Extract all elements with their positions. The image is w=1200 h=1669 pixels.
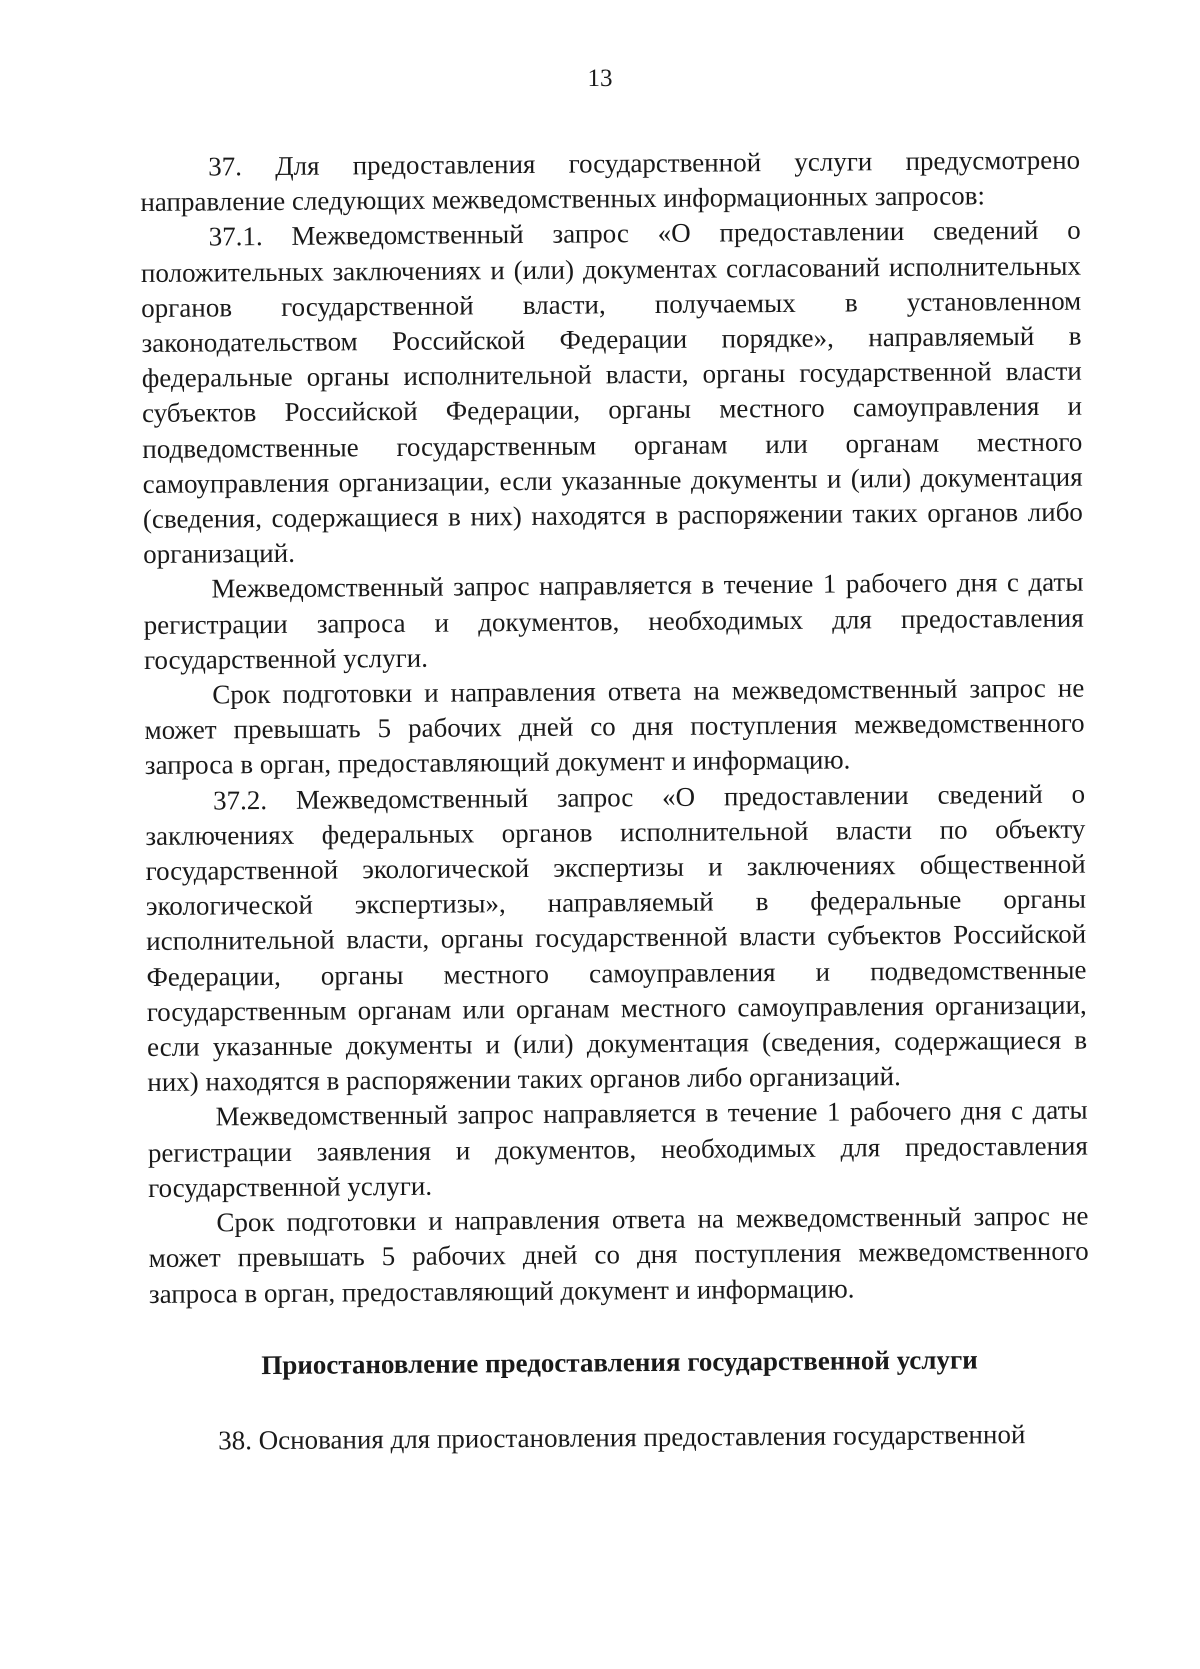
paragraph-37-1-deadline: Межведомственный запрос направляется в течение 1 рабочего дня с даты регистрации запроса и документов, необходимых для предоставления государственной услуги.	[143, 567, 1084, 675]
document-body	[140, 143, 1090, 1459]
paragraph-37-1: 37.1. Межведомственный запрос «О предоставлении сведений о положительных заключениях и (или) документах согласований исполнительных органов государственной власти, получаемых в установленном законодательством Российской Федерации порядке», направляемый в федеральные органы исполнительной власти, органы государственной власти субъектов Российской Федерации, органы местного самоуправления и подведомственные государственным органам или органам местного самоуправления организации, если указанные документы и (или) документация (сведения, содержащиеся в них) находятся в распоряжении таких органов либо организаций.	[140, 215, 1083, 570]
page-number: 13	[587, 65, 613, 92]
paragraph-37-1-response-term: Срок подготовки и направления ответа на межведомственный запрос не может превышать 5 рабочих дней со дня поступления межведомственного запроса в орган, предоставляющий документ и информацию.	[144, 672, 1085, 781]
paragraph-37-2: 37.2. Межведомственный запрос «О предоставлении сведений о заключениях федеральных органов исполнительной власти по объекту государственной экологической экспертизы и заключениях общественной экологической экспертизы», направляемый в федеральные органы исполнительной власти, органы государственной власти субъектов Российской Федерации, органы местного самоуправления и подведомственные государственным органам или органам местного самоуправления организации, если указанные документы и (или) документация (сведения, содержащиеся в них) находятся в распоряжении таких органов либо организаций.	[145, 778, 1088, 1098]
paragraph-37-2-deadline: Межведомственный запрос направляется в течение 1 рабочего дня с даты регистрации заявления и документов, необходимых для предоставления государственной услуги.	[147, 1095, 1088, 1203]
section-heading: Приостановление предоставления государственной услуги	[261, 1344, 978, 1380]
paragraph-37: 37. Для предоставления государственной услуги предусмотрено направление следующих межведомственных информационных запросов:	[140, 144, 1081, 218]
paragraph-37-2-response-term: Срок подготовки и направления ответа на межведомственный запрос не может превышать 5 рабочих дней со дня поступления межведомственного запроса в орган, предоставляющий документ и информацию.	[148, 1200, 1089, 1309]
paragraph-38: 38. Основания для приостановления предоставления государственной	[218, 1418, 1026, 1456]
